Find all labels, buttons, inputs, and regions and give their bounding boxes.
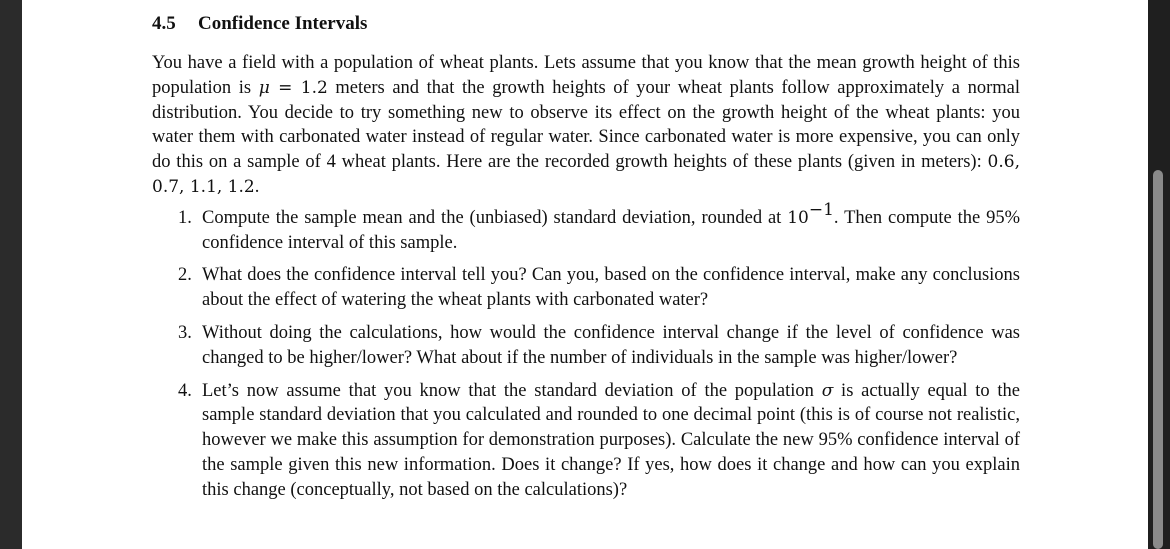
intro-text-1: You have a field with a population of wheat plants. Lets assume that you know that the mean growth height of this population is xyxy=(152,53,1020,98)
list-marker: 3. xyxy=(178,322,192,343)
sigma-symbol: σ xyxy=(821,380,834,401)
document-content xyxy=(152,10,1020,503)
list-item xyxy=(152,263,1020,313)
equals-sign: = xyxy=(269,77,301,98)
question-list xyxy=(152,199,1020,503)
section-number: 4.5 xyxy=(152,13,176,34)
question-text: What does the confidence interval tell you? Can you, based on the confidence interval, make any conclusions about the effect of watering the wheat plants with carbonated water? xyxy=(202,265,1020,311)
list-item xyxy=(152,199,1020,256)
question-text: is actually equal to the sample standard deviation that you calculated and rounded to one decimal point (this is of course not realistic, however we make this assumption for demonstration purposes). Calculate the new 95% confidence interval of the sample given this new information. Does it change? If yes, how does it change and how can you explain this change (conceptually, not based on the calculations)? xyxy=(202,380,1020,500)
question-text: Without doing the calculations, how would the confidence interval change if the level of confidence was changed to be higher/lower? What about if the number of individuals in the sample was higher/lower? xyxy=(202,322,1020,368)
mu-value: 1.2 xyxy=(300,77,328,98)
mu-symbol: μ xyxy=(258,77,270,98)
intro-text-2: meters and that the growth heights of your wheat plants follow approximately a normal distribution. You decide to try something new to observe its effect on the growth height of the wheat plants: you water them with carbonated water instead of regular water. Since carbonated water is more expensive, you can only do this on a sample of 4 wheat plants. Here are the recorded growth heights of these plants (given in meters): xyxy=(152,77,1020,173)
list-marker: 2. xyxy=(178,265,192,286)
measurements: 0.6, 0.7, 1.1, 1.2 xyxy=(152,152,1020,197)
question-text: Compute the sample mean and the (unbiased) standard deviation, rounded at xyxy=(202,207,788,228)
intro-text-3: . xyxy=(254,176,260,197)
list-marker: 4. xyxy=(178,380,192,401)
scrollbar-thumb[interactable] xyxy=(1153,170,1163,549)
power-exponent: −1 xyxy=(808,199,834,220)
question-text: Let’s now assume that you know that the standard deviation of the population xyxy=(202,380,822,401)
section-title: Confidence Intervals xyxy=(198,13,368,34)
list-marker: 1. xyxy=(178,207,192,228)
section-heading xyxy=(152,10,1020,38)
list-item xyxy=(152,379,1020,503)
question-text: . Then compute the 95% confidence interval of this sample. xyxy=(202,207,1020,253)
list-item xyxy=(152,321,1020,371)
intro-paragraph xyxy=(152,51,1020,200)
power-base: 10 xyxy=(787,207,809,228)
